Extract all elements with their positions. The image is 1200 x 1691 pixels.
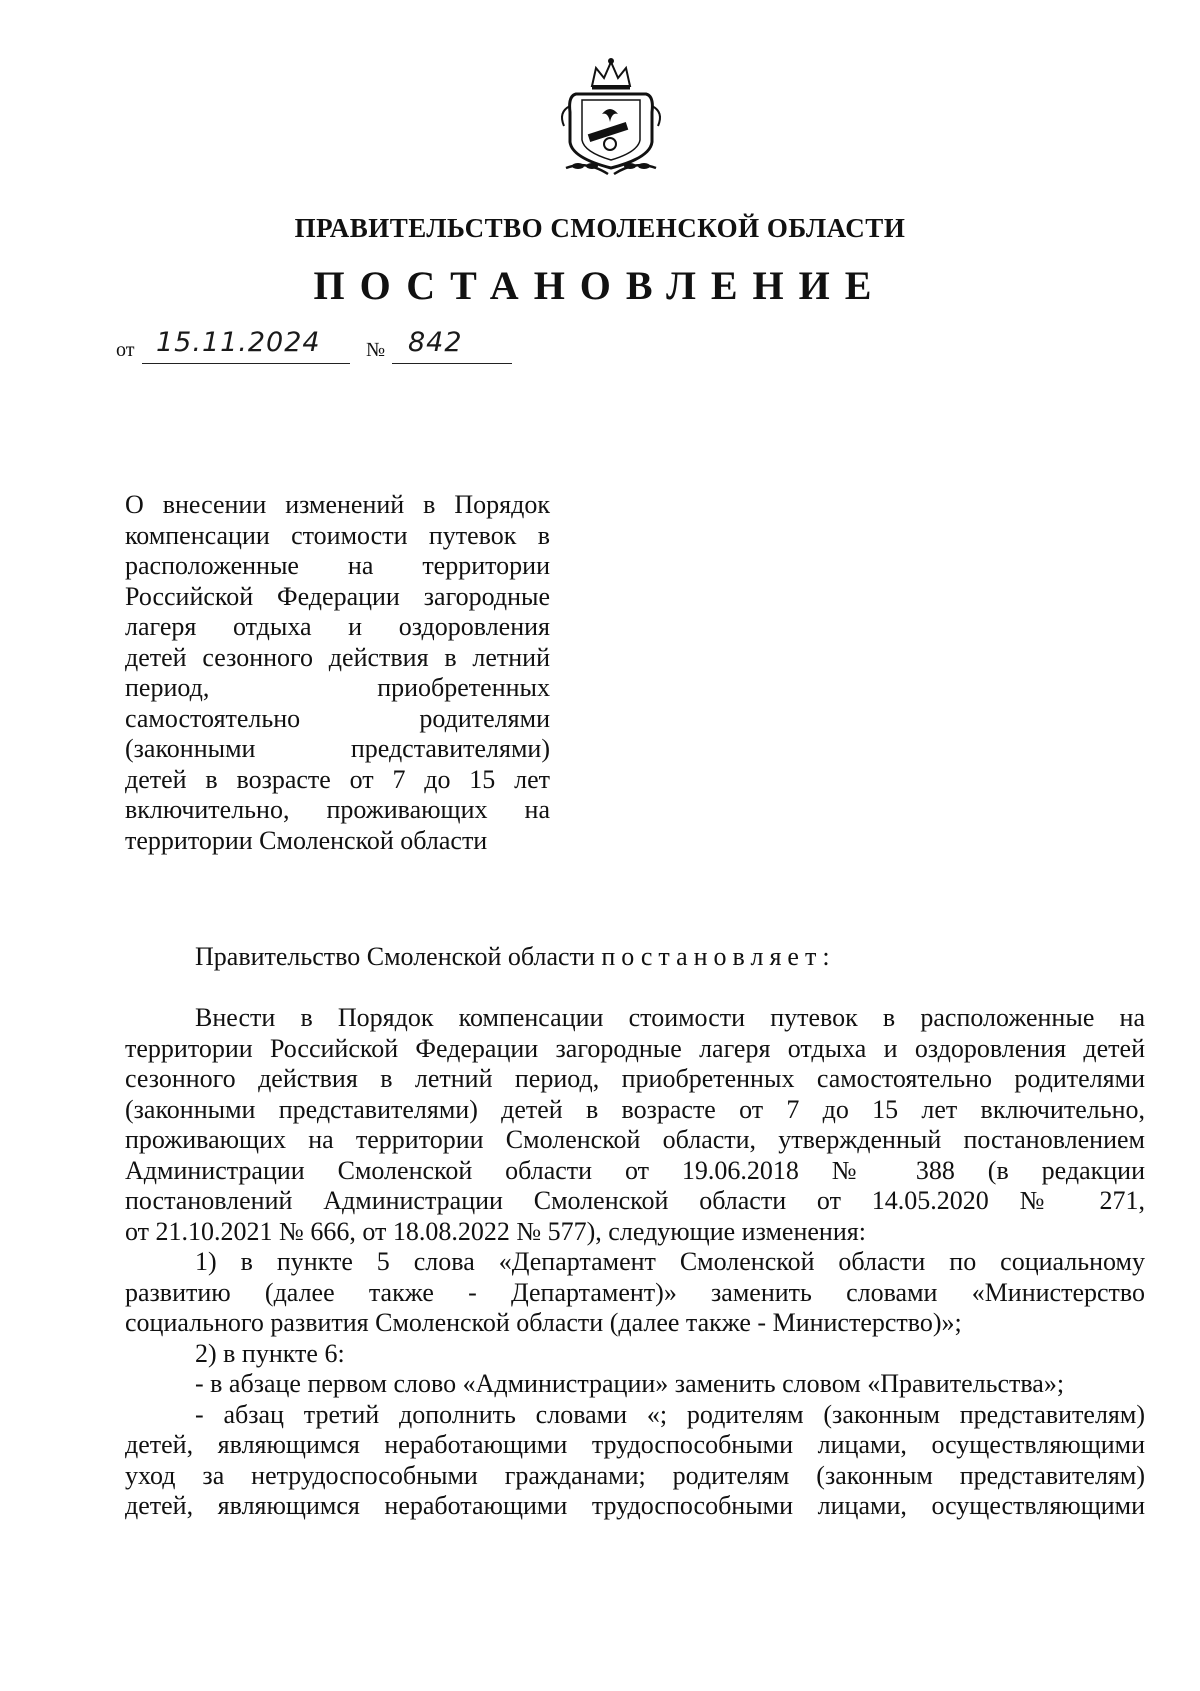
body-line: Внести в Порядок компенсации стоимости путевок в расположенные на xyxy=(195,1003,1145,1032)
body-line: проживающих на территории Смоленской области, утвержденный постановлением xyxy=(125,1125,1145,1154)
body-line: территории Российской Федерации загородные лагеря отдыха и оздоровления детей xyxy=(125,1033,1145,1063)
body-line: - в абзаце первом слово «Администрации» заменить словом «Правительства»; xyxy=(195,1369,1065,1398)
body-line: сезонного действия в летний период, приобретенных самостоятельно родителями xyxy=(125,1064,1145,1093)
document-body xyxy=(125,1003,1145,1522)
preamble-spaced-word: постановляет: xyxy=(601,942,836,971)
body-line: - абзац третий дополнить словами «; родителям (законным представителям) xyxy=(195,1399,1145,1429)
registration-line xyxy=(116,325,536,365)
body-line: уход за нетрудоспособными гражданами; родителям (законным представителям) xyxy=(125,1460,1145,1490)
subject-line: самостоятельно родителями xyxy=(125,703,550,733)
number-underline xyxy=(392,363,512,364)
subject-line: Российской Федерации загородные xyxy=(125,581,550,611)
subject-line: детей сезонного действия в летний xyxy=(125,642,550,672)
date-label: от xyxy=(116,339,135,361)
document-type: ПОСТАНОВЛЕНИЕ xyxy=(313,263,887,308)
date-underline xyxy=(142,363,350,364)
body-line: Администрации Смоленской области от 19.06.2018 № 388 (в редакции xyxy=(125,1155,1145,1185)
body-line: (законными представителями) детей в возрасте от 7 до 15 лет включительно, xyxy=(125,1094,1145,1124)
preamble xyxy=(195,942,836,972)
number-value: 842 xyxy=(408,327,463,358)
subject-line: О внесении изменений в Порядок xyxy=(125,490,550,519)
body-line: социального развития Смоленской области (далее также - Министерство)»; xyxy=(125,1308,962,1337)
subject-line: детей в возрасте от 7 до 15 лет xyxy=(125,764,550,794)
coat-of-arms-icon xyxy=(552,56,670,180)
subject-line: расположенные на территории xyxy=(125,551,550,580)
number-label: № xyxy=(366,339,386,361)
body-line: развитию (далее также - Департамент)» заменить словами «Министерство xyxy=(125,1277,1145,1307)
body-line: 2) в пункте 6: xyxy=(195,1338,345,1368)
body-line: детей, являющимся неработающими трудоспособными лицами, осуществляющими xyxy=(125,1491,1145,1520)
body-line: от 21.10.2021 № 666, от 18.08.2022 № 577), следующие изменения: xyxy=(125,1216,866,1246)
subject-line: компенсации стоимости путевок в xyxy=(125,520,550,550)
organization-name: ПРАВИТЕЛЬСТВО СМОЛЕНСКОЙ ОБЛАСТИ xyxy=(294,213,906,243)
document-subject xyxy=(125,490,550,856)
subject-line: (законными представителями) xyxy=(125,734,550,763)
body-line: 1) в пункте 5 слова «Департамент Смоленской области по социальному xyxy=(195,1247,1145,1276)
body-line: детей, являющимся неработающими трудоспособными лицами, осуществляющими xyxy=(125,1430,1145,1459)
subject-line: период, приобретенных xyxy=(125,673,550,702)
subject-line: лагеря отдыха и оздоровления xyxy=(125,612,550,641)
subject-line: территории Смоленской области xyxy=(125,825,488,855)
body-line: постановлений Администрации Смоленской области от 14.05.2020 № 271, xyxy=(125,1186,1145,1215)
date-value: 15.11.2024 xyxy=(156,327,321,358)
subject-line: включительно, проживающих на xyxy=(125,795,550,824)
preamble-text: Правительство Смоленской области xyxy=(195,942,595,971)
